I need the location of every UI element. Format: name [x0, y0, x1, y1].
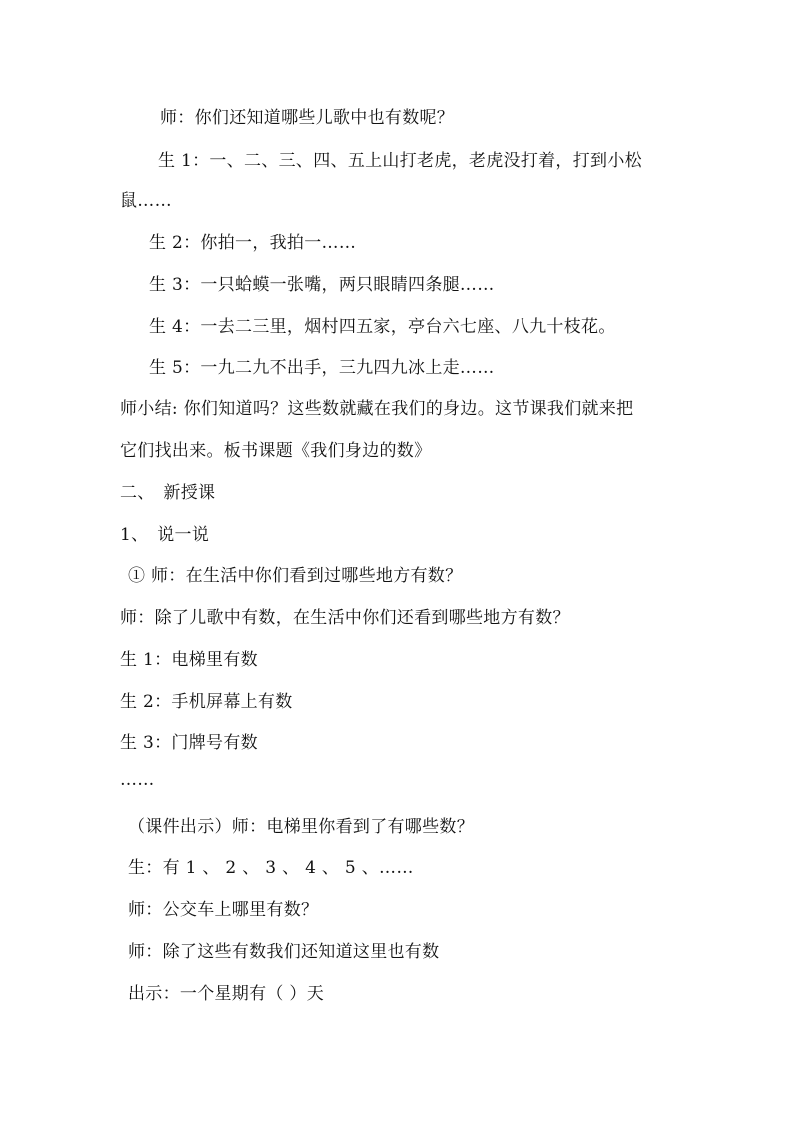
text-line-6: 生 4：一去二三里，烟村四五家，亭台六七座、八九十枝花。: [149, 317, 616, 337]
text-line-5: 生 3：一只蛤蟆一张嘴，两只眼睛四条腿……: [149, 275, 495, 295]
text-line-12: ① 师：在生活中你们看到过哪些地方有数？: [128, 566, 463, 586]
text-line-16: 生 3：门牌号有数: [120, 733, 258, 753]
text-line-22: 出示：一个星期有（ ）天: [128, 984, 325, 1004]
text-line-8: 师小结: 你们知道吗？这些数就藏在我们的身边。这节课我们就来把: [120, 399, 634, 419]
section-heading: 二、 新授课: [120, 483, 216, 503]
text-line-13: 师：除了儿歌中有数，在生活中你们还看到哪些地方有数？: [120, 608, 570, 628]
text-line-18: （课件出示）师：电梯里你看到了有哪些数？: [128, 817, 474, 837]
text-line-2: 生 1：一、二、三、四、五上山打老虎，老虎没打着，打到小松: [158, 151, 642, 171]
text-line-14: 生 1：电梯里有数: [120, 650, 258, 670]
text-line-9: 它们找出来。板书课题《我们身边的数》: [120, 441, 432, 461]
text-line-20: 师：公交车上哪里有数？: [128, 900, 319, 920]
text-line-4: 生 2：你拍一，我拍一……: [149, 233, 357, 253]
text-line-19: 生：有 1 、 2 、 3 、 4 、 5 、……: [128, 858, 414, 878]
text-line-21: 师：除了这些有数我们还知道这里也有数: [128, 942, 440, 962]
text-line-17: ……: [120, 770, 155, 790]
text-line-1: 师：你们还知道哪些儿歌中也有数呢？: [160, 108, 455, 128]
subsection-heading: 1、 说一说: [120, 525, 210, 545]
text-line-15: 生 2：手机屏幕上有数: [120, 692, 293, 712]
text-line-3: 鼠……: [120, 191, 172, 211]
text-line-7: 生 5：一九二九不出手，三九四九冰上走……: [149, 358, 495, 378]
